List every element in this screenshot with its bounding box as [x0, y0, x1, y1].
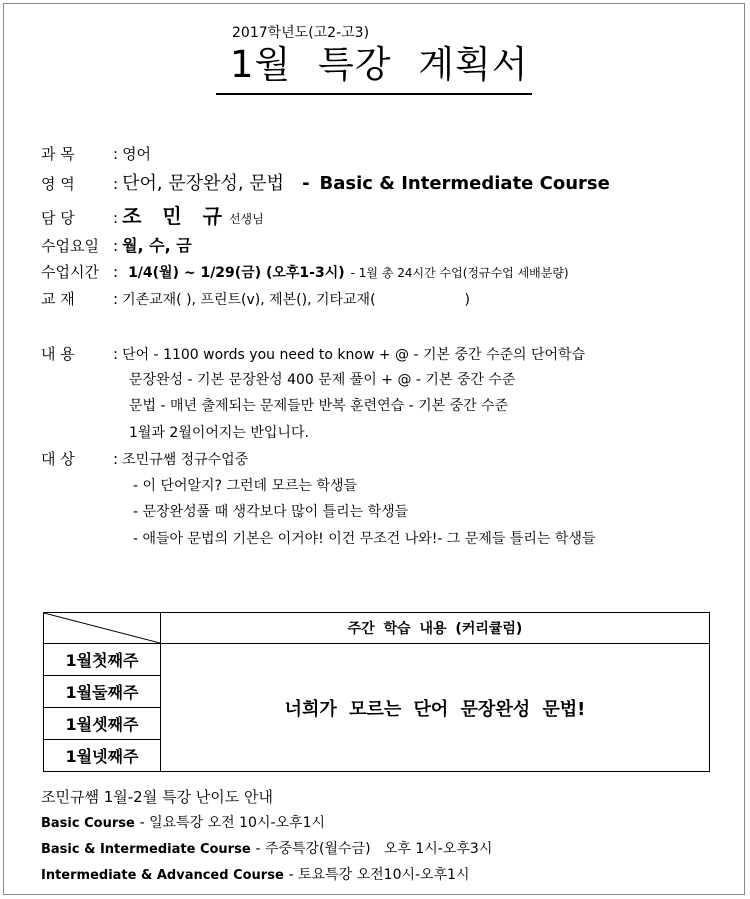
- footer-course-1: [41, 812, 325, 832]
- textbook-row: [41, 288, 470, 309]
- colon: :: [113, 237, 119, 255]
- days-row: [41, 233, 192, 256]
- course-desc: - 주중특강(월수금) 오후 1시-오후3시: [255, 841, 493, 857]
- textbook-label: 교 재: [41, 290, 75, 308]
- target-label: 대 상: [41, 450, 75, 468]
- area-value: 단어, 문장완성, 문법: [122, 173, 285, 194]
- colon: :: [113, 209, 119, 227]
- course-name: Basic & Intermediate Course: [41, 842, 251, 857]
- time-label: 수업시간: [41, 263, 99, 281]
- week-cell-3: 1월셋째주: [44, 708, 161, 740]
- target-value: 조민규쌤 정규수업중: [122, 452, 249, 468]
- course-desc: - 일요특강 오전 10시-오후1시: [139, 815, 326, 831]
- course-name: Basic Course: [41, 816, 135, 831]
- curriculum-content: 너희가 모르는 단어 문장완성 문법!: [161, 644, 710, 772]
- grade-subtitle: 2017학년도(고2-고3): [232, 25, 370, 41]
- colon: :: [113, 290, 119, 308]
- teacher-name: 조 민 규: [122, 204, 229, 228]
- week-cell-4: 1월넷째주: [44, 740, 161, 772]
- table-header: 주간 학습 내용 (커리큘럼): [161, 613, 710, 644]
- table-row: [44, 644, 710, 676]
- colon: :: [113, 263, 119, 281]
- footer-course-2: [41, 838, 492, 858]
- target-item-1: - 이 단어알지? 그런데 모르는 학생들: [133, 478, 358, 494]
- course-desc: - 토요특강 오전10시-오후1시: [288, 867, 470, 883]
- colon: :: [113, 145, 119, 163]
- colon: :: [113, 345, 119, 363]
- teacher-suffix: 선생님: [228, 212, 264, 226]
- page-title: 1월 특강 계획서: [230, 43, 529, 86]
- days-value: 월, 수, 금: [122, 236, 192, 255]
- time-row: [41, 261, 569, 282]
- content-line-3: 문법 - 매년 출제되는 문제들만 반복 훈련연습 - 기본 중간 수준: [129, 398, 509, 414]
- target-row: [41, 448, 248, 469]
- subject-value: 영어: [122, 145, 152, 163]
- area-label: 영 역: [41, 175, 75, 193]
- target-item-2: - 문장완성풀 때 생각보다 많이 틀리는 학생들: [133, 504, 409, 520]
- target-item-3: - 애들아 문법의 기본은 이거야! 이건 무조건 나와!- 그 문제들 틀리는 학생들: [133, 531, 596, 547]
- footer-course-3: [41, 864, 470, 884]
- subject-label: 과 목: [41, 145, 75, 163]
- table-corner-cell: [44, 613, 161, 644]
- content-row: [41, 343, 585, 364]
- content-label: 내 용: [41, 345, 75, 363]
- teacher-label: 담 당: [41, 209, 75, 227]
- title-underline: [216, 93, 532, 95]
- week-cell-1: 1월첫째주: [44, 644, 161, 676]
- textbook-value: 기존교재( ), 프린트(v), 제본(), 기타교재( ): [122, 292, 471, 308]
- content-line-1: 단어 - 1100 words you need to know + @ - 기본 중간 수준의 단어학습: [122, 347, 586, 363]
- content-line-2: 문장완성 - 기본 문장완성 400 문제 풀이 + @ - 기본 중간 수준: [129, 372, 516, 388]
- area-row: [41, 169, 610, 195]
- diagonal-line: [44, 613, 160, 643]
- time-value: 1/4(월) ~ 1/29(금) (오후1-3시): [128, 265, 345, 281]
- colon: :: [113, 175, 119, 193]
- colon: :: [113, 450, 119, 468]
- table-header-row: [44, 613, 710, 644]
- footer-intro: 조민규쌤 1월-2월 특강 난이도 안내: [41, 788, 273, 806]
- area-course: Basic & Intermediate Course: [319, 173, 610, 194]
- curriculum-table: [43, 612, 710, 772]
- subject-row: [41, 143, 151, 164]
- time-note: - 1월 총 24시간 수업(정규수업 세배분량): [350, 266, 569, 280]
- days-label: 수업요일: [41, 237, 99, 255]
- course-name: Intermediate & Advanced Course: [41, 868, 284, 883]
- area-sep: -: [302, 173, 310, 194]
- week-cell-2: 1월둘째주: [44, 676, 161, 708]
- teacher-row: [41, 200, 264, 229]
- content-line-4: 1월과 2월이어지는 반입니다.: [129, 425, 309, 441]
